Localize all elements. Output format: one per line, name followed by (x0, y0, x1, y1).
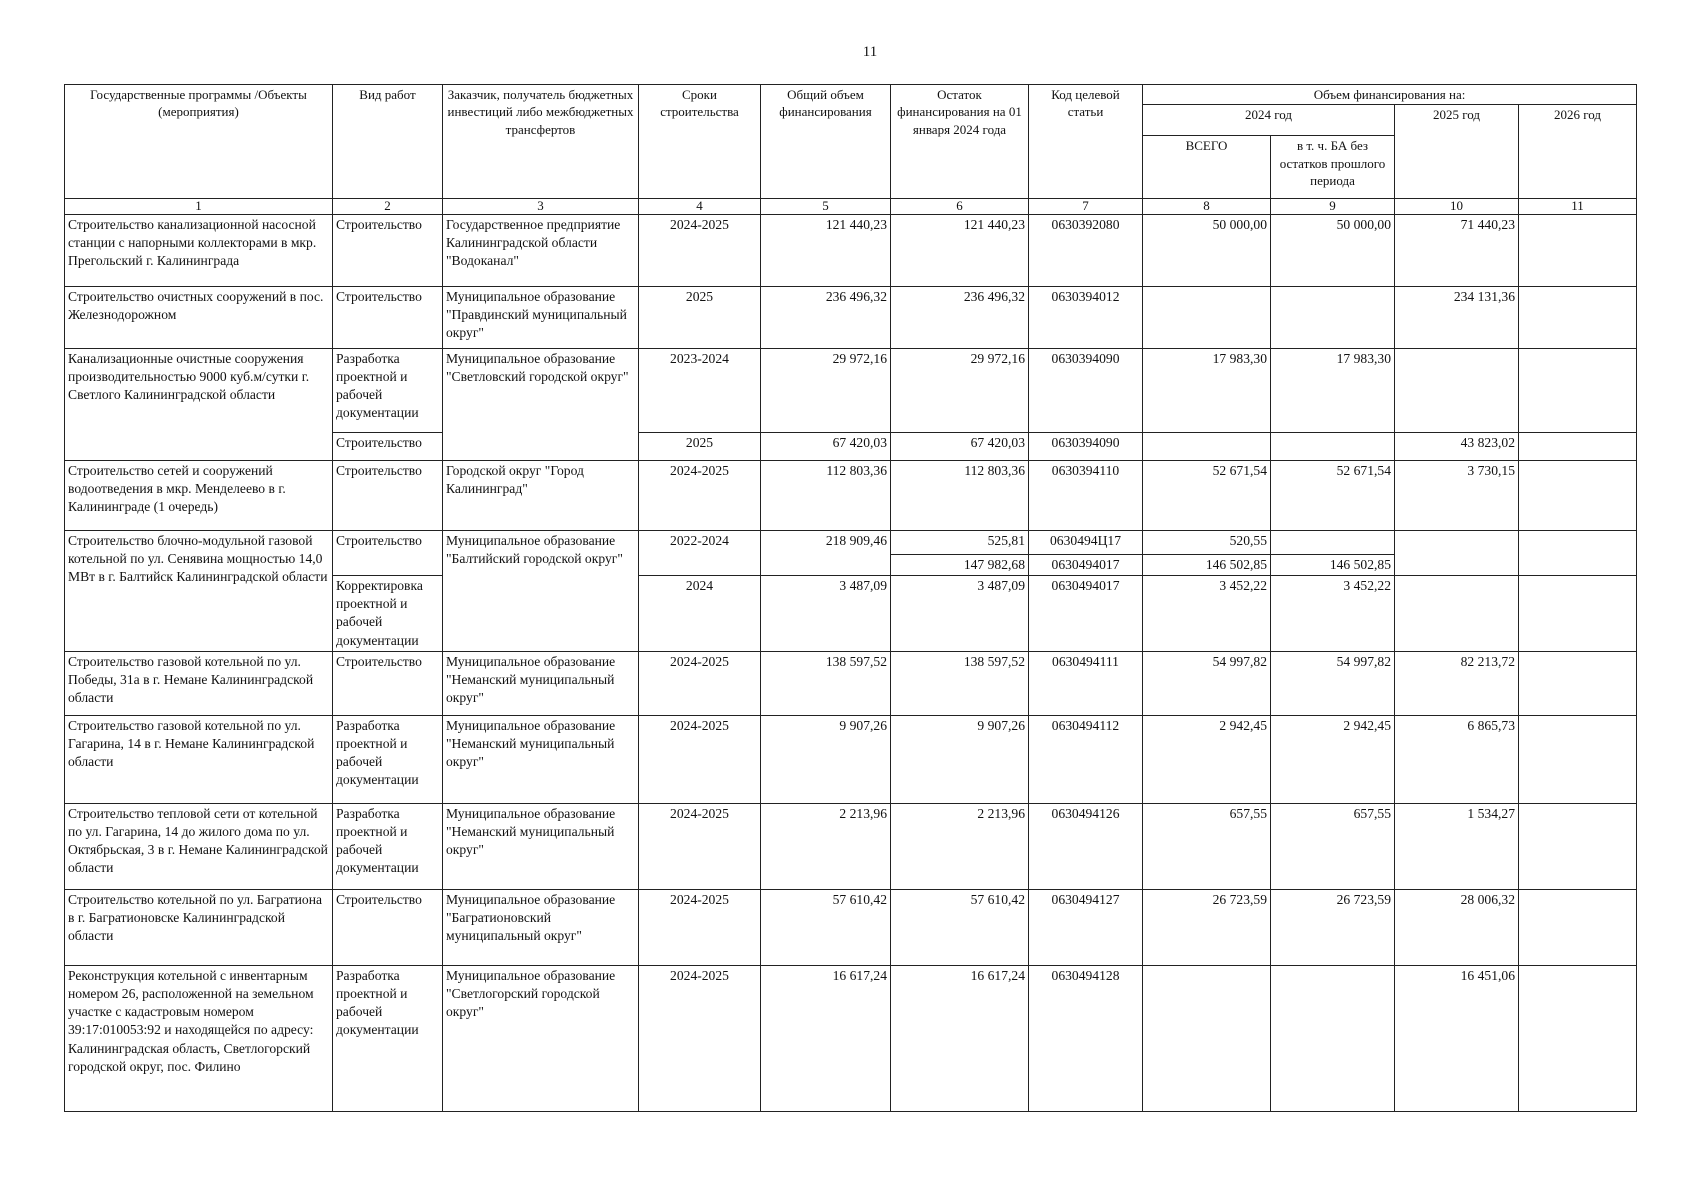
work-type: Строительство (333, 214, 443, 286)
column-number: 6 (891, 199, 1029, 214)
object-name: Канализационные очистные сооружения производительностью 9000 куб.м/сутки г. Светлого Калининградской области (65, 348, 333, 460)
work-type: Разработка проектной и рабочей документации (333, 715, 443, 803)
column-number: 1 (65, 199, 333, 214)
code: 0630394090 (1029, 348, 1143, 432)
value-2024: 50 000,00 (1143, 214, 1271, 286)
code: 0630494128 (1029, 965, 1143, 1111)
value-2025 (1395, 530, 1519, 575)
code: 0630494017 (1029, 575, 1143, 651)
customer: Муниципальное образование "Багратионовский муниципальный округ" (443, 889, 639, 965)
value-2026 (1519, 286, 1637, 348)
column-number: 7 (1029, 199, 1143, 214)
table-row (65, 460, 1637, 530)
table-row (65, 803, 1637, 889)
work-type: Строительство (333, 432, 443, 460)
terms: 2024-2025 (639, 715, 761, 803)
customer: Муниципальное образование "Светловский городской округ" (443, 348, 639, 460)
value-2024-ba: 657,55 (1271, 803, 1395, 889)
code: 0630394090 (1029, 432, 1143, 460)
terms: 2024-2025 (639, 460, 761, 530)
value-2024 (1143, 965, 1271, 1111)
customer: Государственное предприятие Калининградской области "Водоканал" (443, 214, 639, 286)
code: 0630494126 (1029, 803, 1143, 889)
header-code: Код целевой статьи (1029, 85, 1143, 199)
value-2024-ba (1271, 432, 1395, 460)
column-number: 2 (333, 199, 443, 214)
total: 57 610,42 (761, 889, 891, 965)
value-2025 (1395, 348, 1519, 432)
code: 0630394012 (1029, 286, 1143, 348)
value-2026 (1519, 214, 1637, 286)
terms: 2024-2025 (639, 965, 761, 1111)
total: 2 213,96 (761, 803, 891, 889)
work-type: Разработка проектной и рабочей документации (333, 965, 443, 1111)
value-2026 (1519, 965, 1637, 1111)
customer: Муниципальное образование "Неманский муниципальный округ" (443, 803, 639, 889)
remainder: 121 440,23 (891, 214, 1029, 286)
value-2024-ba: 17 983,30 (1271, 348, 1395, 432)
header-remainder: Остаток финансирования на 01 января 2024 года (891, 85, 1029, 199)
value-2025: 6 865,73 (1395, 715, 1519, 803)
value-2025: 71 440,23 (1395, 214, 1519, 286)
terms: 2022-2024 (639, 530, 761, 575)
value-2025: 28 006,32 (1395, 889, 1519, 965)
terms: 2024-2025 (639, 651, 761, 715)
header-2025: 2025 год (1395, 105, 1519, 199)
column-number: 9 (1271, 199, 1395, 214)
terms: 2023-2024 (639, 348, 761, 432)
column-number: 11 (1519, 199, 1637, 214)
value-2024: 54 997,82 (1143, 651, 1271, 715)
total: 138 597,52 (761, 651, 891, 715)
total: 112 803,36 (761, 460, 891, 530)
object-name: Реконструкция котельной с инвентарным номером 26, расположенной на земельном участке с кадастровым номером 39:17:010053:92 и находящейся по адресу: Калининградская область, Светлогорский городской округ, пос. Филино (65, 965, 333, 1111)
value-2024-ba: 50 000,00 (1271, 214, 1395, 286)
value-2024-ba: 3 452,22 (1271, 575, 1395, 651)
remainder: 57 610,42 (891, 889, 1029, 965)
value-2024: 520,55 (1143, 530, 1271, 554)
value-2024: 2 942,45 (1143, 715, 1271, 803)
remainder: 147 982,68 (891, 554, 1029, 575)
total: 121 440,23 (761, 214, 891, 286)
financing-table (64, 84, 1637, 1112)
object-name: Строительство блочно-модульной газовой котельной по ул. Сенявина мощностью 14,0 МВт в г. Балтийск Калининградской области (65, 530, 333, 651)
value-2024-ba (1271, 530, 1395, 554)
terms: 2024 (639, 575, 761, 651)
customer: Муниципальное образование "Балтийский городской округ" (443, 530, 639, 651)
table-row (65, 286, 1637, 348)
object-name: Строительство очистных сооружений в пос. Железнодорожном (65, 286, 333, 348)
customer: Муниципальное образование "Правдинский муниципальный округ" (443, 286, 639, 348)
work-type: Разработка проектной и рабочей документации (333, 348, 443, 432)
value-2026 (1519, 803, 1637, 889)
total: 218 909,46 (761, 530, 891, 575)
terms: 2024-2025 (639, 214, 761, 286)
total: 236 496,32 (761, 286, 891, 348)
table-row (65, 348, 1637, 432)
object-name: Строительство сетей и сооружений водоотведения в мкр. Менделеево в г. Калининграде (1 очередь) (65, 460, 333, 530)
value-2024-ba (1271, 965, 1395, 1111)
value-2026 (1519, 432, 1637, 460)
value-2025: 16 451,06 (1395, 965, 1519, 1111)
value-2024: 17 983,30 (1143, 348, 1271, 432)
code: 0630494112 (1029, 715, 1143, 803)
object-name: Строительство газовой котельной по ул. Победы, 31а в г. Немане Калининградской области (65, 651, 333, 715)
value-2024: 3 452,22 (1143, 575, 1271, 651)
value-2024-ba: 52 671,54 (1271, 460, 1395, 530)
column-number: 5 (761, 199, 891, 214)
value-2025: 3 730,15 (1395, 460, 1519, 530)
terms: 2024-2025 (639, 803, 761, 889)
code: 0630494017 (1029, 554, 1143, 575)
value-2026 (1519, 575, 1637, 651)
value-2026 (1519, 530, 1637, 575)
value-2024-ba: 146 502,85 (1271, 554, 1395, 575)
total: 16 617,24 (761, 965, 891, 1111)
object-name: Строительство котельной по ул. Багратиона в г. Багратионовске Калининградской области (65, 889, 333, 965)
value-2026 (1519, 348, 1637, 432)
value-2025 (1395, 575, 1519, 651)
column-number: 10 (1395, 199, 1519, 214)
value-2025: 234 131,36 (1395, 286, 1519, 348)
remainder: 2 213,96 (891, 803, 1029, 889)
value-2026 (1519, 460, 1637, 530)
table-row (65, 889, 1637, 965)
value-2025: 82 213,72 (1395, 651, 1519, 715)
remainder: 138 597,52 (891, 651, 1029, 715)
remainder: 9 907,26 (891, 715, 1029, 803)
value-2024: 657,55 (1143, 803, 1271, 889)
header-all: ВСЕГО (1143, 136, 1271, 199)
code: 0630494Ц17 (1029, 530, 1143, 554)
header-financing: Объем финансирования на: (1143, 85, 1637, 105)
remainder: 16 617,24 (891, 965, 1029, 1111)
total: 67 420,03 (761, 432, 891, 460)
header-incl-ba: в т. ч. БА без остатков прошлого периода (1271, 136, 1395, 199)
value-2025: 43 823,02 (1395, 432, 1519, 460)
table-row (65, 214, 1637, 286)
value-2024 (1143, 432, 1271, 460)
column-number: 4 (639, 199, 761, 214)
header-terms: Сроки строительства (639, 85, 761, 199)
table-row (65, 715, 1637, 803)
total: 3 487,09 (761, 575, 891, 651)
work-type: Корректировка проектной и рабочей документации (333, 575, 443, 651)
value-2024: 26 723,59 (1143, 889, 1271, 965)
value-2026 (1519, 715, 1637, 803)
customer: Муниципальное образование "Неманский муниципальный округ" (443, 651, 639, 715)
terms: 2024-2025 (639, 889, 761, 965)
header-2024: 2024 год (1143, 105, 1395, 136)
value-2025: 1 534,27 (1395, 803, 1519, 889)
remainder: 67 420,03 (891, 432, 1029, 460)
terms: 2025 (639, 286, 761, 348)
remainder: 112 803,36 (891, 460, 1029, 530)
value-2024: 52 671,54 (1143, 460, 1271, 530)
value-2026 (1519, 651, 1637, 715)
column-number: 3 (443, 199, 639, 214)
value-2024-ba: 2 942,45 (1271, 715, 1395, 803)
object-name: Строительство тепловой сети от котельной по ул. Гагарина, 14 до жилого дома по ул. Октябрьская, 3 в г. Немане Калининградской области (65, 803, 333, 889)
value-2026 (1519, 889, 1637, 965)
work-type: Строительство (333, 460, 443, 530)
code: 0630494111 (1029, 651, 1143, 715)
value-2024-ba: 26 723,59 (1271, 889, 1395, 965)
customer: Муниципальное образование "Светлогорский городской округ" (443, 965, 639, 1111)
remainder: 29 972,16 (891, 348, 1029, 432)
total: 9 907,26 (761, 715, 891, 803)
page-number: 11 (862, 44, 878, 60)
column-number: 8 (1143, 199, 1271, 214)
value-2024-ba (1271, 286, 1395, 348)
header-2026: 2026 год (1519, 105, 1637, 199)
customer: Муниципальное образование "Неманский муниципальный округ" (443, 715, 639, 803)
table-row (65, 530, 1637, 554)
work-type: Строительство (333, 530, 443, 575)
work-type: Строительство (333, 651, 443, 715)
code: 0630394110 (1029, 460, 1143, 530)
work-type: Разработка проектной и рабочей документации (333, 803, 443, 889)
remainder: 3 487,09 (891, 575, 1029, 651)
header-customer: Заказчик, получатель бюджетных инвестиций либо межбюджетных трансфертов (443, 85, 639, 199)
object-name: Строительство канализационной насосной станции с напорными коллекторами в мкр. Прегольский г. Калининграда (65, 214, 333, 286)
object-name: Строительство газовой котельной по ул. Гагарина, 14 в г. Немане Калининградской области (65, 715, 333, 803)
work-type: Строительство (333, 889, 443, 965)
code: 0630392080 (1029, 214, 1143, 286)
header-total: Общий объем финансирования (761, 85, 891, 199)
header-programs: Государственные программы /Объекты (мероприятия) (65, 85, 333, 199)
code: 0630494127 (1029, 889, 1143, 965)
customer: Городской округ "Город Калининград" (443, 460, 639, 530)
terms: 2025 (639, 432, 761, 460)
table-row (65, 651, 1637, 715)
remainder: 525,81 (891, 530, 1029, 554)
value-2024-ba: 54 997,82 (1271, 651, 1395, 715)
value-2024: 146 502,85 (1143, 554, 1271, 575)
work-type: Строительство (333, 286, 443, 348)
value-2024 (1143, 286, 1271, 348)
table-row (65, 965, 1637, 1111)
total: 29 972,16 (761, 348, 891, 432)
remainder: 236 496,32 (891, 286, 1029, 348)
header-work-type: Вид работ (333, 85, 443, 199)
